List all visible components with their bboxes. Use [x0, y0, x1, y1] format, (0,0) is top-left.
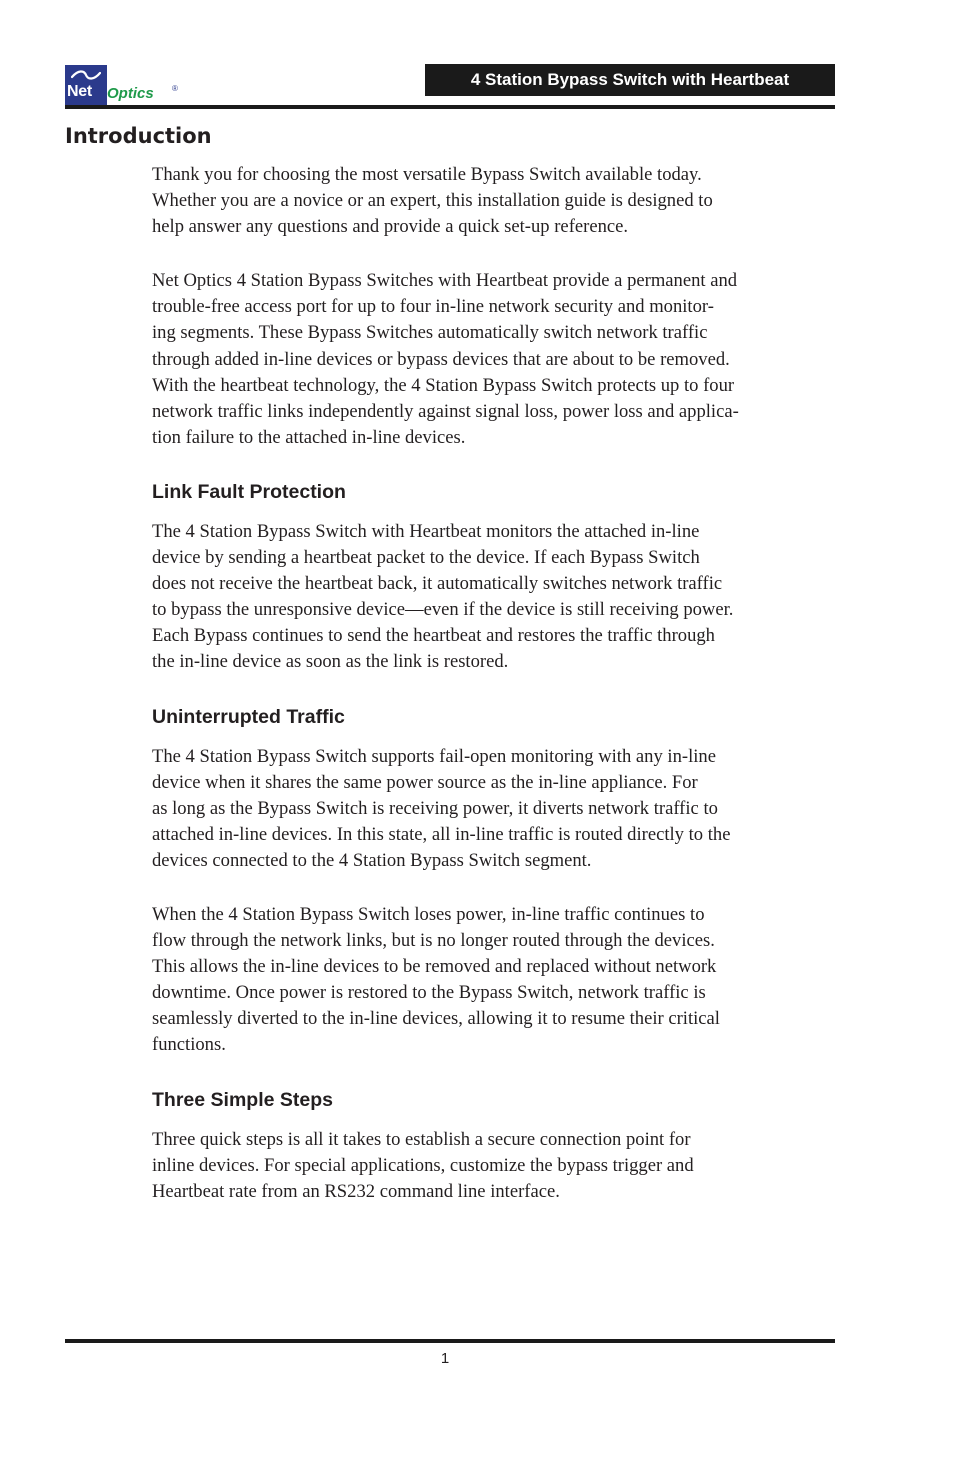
registered-mark: ® [172, 84, 178, 93]
three-steps-paragraph: Three quick steps is all it takes to establish a secure connection point for inline devices. For special applications, customize the bypass trigger and Heartbeat rate from an RS232 command line interface. [152, 1128, 694, 1202]
page-number: 1 [440, 1350, 450, 1367]
uninterrupted-heading: Uninterrupted Traffic [152, 705, 345, 728]
uninterrupted-paragraph-1: The 4 Station Bypass Switch supports fail-open monitoring with any in-line device when it shares the same power source as the in-line appliance. For as long as the Bypass Switch is receiving power, it diverts network traffic to attached in-line devices. In this state, all in-line traffic is routed directly to the devices connected to the 4 Station Bypass Switch segment. [152, 745, 731, 871]
logo-box [65, 65, 107, 105]
three-steps-heading: Three Simple Steps [152, 1088, 333, 1111]
link-fault-heading: Link Fault Protection [152, 480, 346, 503]
document-title-bar: 4 Station Bypass Switch with Heartbeat [425, 64, 835, 96]
intro-paragraph-1: Thank you for choosing the most versatile Bypass Switch available today. Whether you are a novice or an expert, this installation guide is designed to help answer any questions and provide a quick set-up reference. [152, 164, 713, 238]
net-optics-logo [65, 65, 195, 105]
uninterrupted-paragraph-2: When the 4 Station Bypass Switch loses power, in-line traffic continues to flow through the network links, but is no longer routed through the devices. This allows the in-line devices to be removed and replaced without network downtime. Once power is restored to the Bypass Switch, network traffic is seamlessly diverted to the in-line devices, allowing it to resume their critical functions. [152, 903, 720, 1056]
header-rule [65, 105, 835, 109]
logo-optics-text: Optics [107, 85, 154, 102]
section-title: Introduction [65, 124, 212, 148]
wave-icon [71, 69, 101, 81]
page-content [152, 162, 838, 1233]
logo-net-text: Net [67, 83, 92, 100]
link-fault-paragraph: The 4 Station Bypass Switch with Heartbeat monitors the attached in-line device by sending a heartbeat packet to the device. If each Bypass Switch does not receive the heartbeat back, it automatically switches network traffic to bypass the unresponsive device—even if the device is still receiving power. Each Bypass continues to send the heartbeat and restores the traffic through the in-line device as soon as the link is restored. [152, 520, 734, 673]
footer-rule [65, 1339, 835, 1343]
intro-paragraph-2: Net Optics 4 Station Bypass Switches with Heartbeat provide a permanent and trouble-free access port for up to four in-line network security and monitor- ing segments. These Bypass Switches automatically switch network traffic through added in-line devices or bypass devices that are about to be removed. With the heartbeat technology, the 4 Station Bypass Switch protects up to four network traffic links independently against signal loss, power loss and applica- tion failure to the attached in-line devices. [152, 270, 739, 448]
